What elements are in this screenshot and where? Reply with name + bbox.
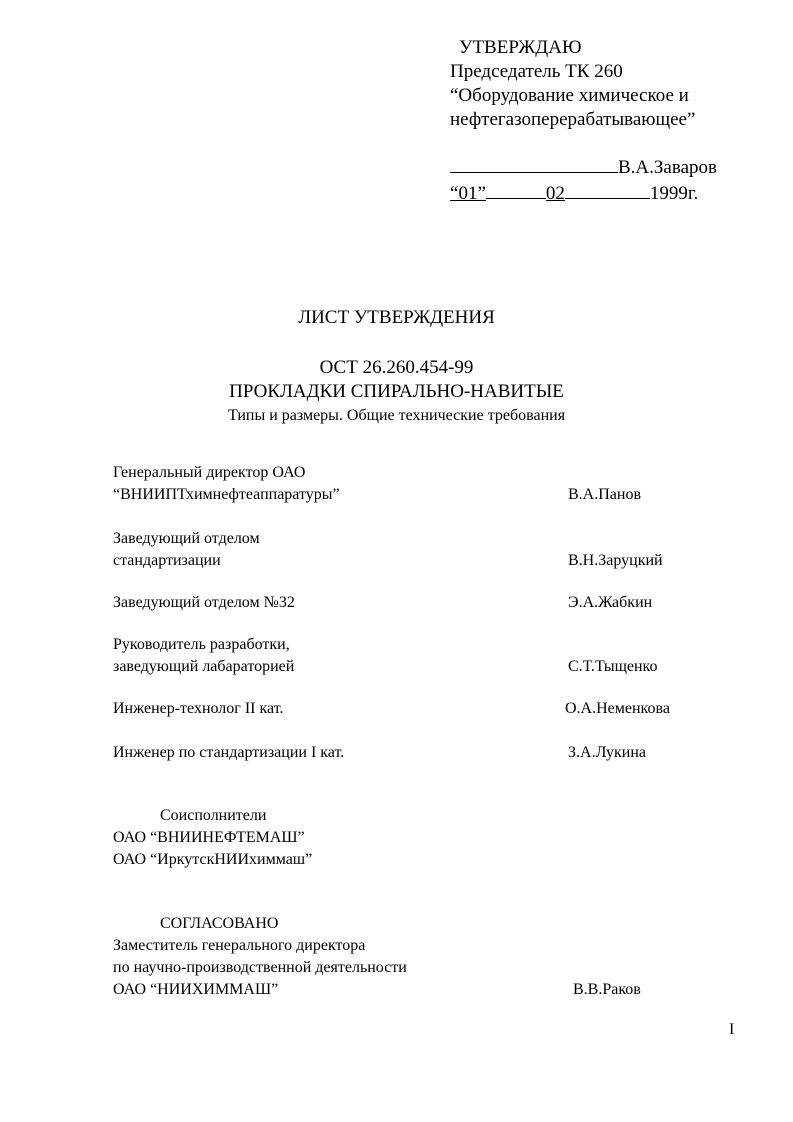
date-day: 01 — [458, 183, 478, 204]
approval-block — [450, 36, 717, 206]
standard-number: ОСТ 26.260.454-99 — [319, 357, 474, 378]
signer-role-line-1: Инженер по стандартизации I кат. — [113, 744, 345, 761]
signer-name: С.Т.Тыщенко — [568, 658, 658, 675]
signer-row — [113, 528, 713, 592]
coexecutors-heading: Соисполнители — [160, 807, 267, 824]
agreed-heading: СОГЛАСОВАНО — [160, 915, 279, 932]
page-number: I — [729, 1021, 735, 1038]
date-open-quote: “ — [450, 183, 459, 204]
date-gap-left — [486, 180, 546, 199]
signer-role-line-1: Заведующий отделом — [113, 530, 260, 547]
signer-role-line-2: заведующий лабараторией — [113, 658, 295, 675]
approval-heading: УТВЕРЖДАЮ — [459, 37, 582, 58]
signer-role-line-1: Заведующий отделом №32 — [113, 594, 295, 611]
signer-row — [113, 742, 713, 764]
date-month: 02 — [545, 183, 565, 204]
approval-date — [450, 180, 717, 206]
signer-name: В.Н.Заруцкий — [568, 552, 663, 569]
signer-role-line-1: Генеральный директор ОАО — [113, 464, 306, 481]
approval-line-1: Председатель ТК 260 — [450, 61, 623, 82]
agreed-line-2: по научно-производственной деятельности — [113, 959, 407, 976]
signer-role-line-2: стандартизации — [113, 552, 221, 569]
coexecutor-org-1: ОАО “ВНИИНЕФТЕМАШ” — [113, 829, 305, 846]
product-subtitle: Типы и размеры. Общие технические требования — [227, 407, 566, 424]
date-gap-right — [565, 180, 650, 199]
coexecutors-block — [113, 805, 312, 871]
signer-role-line-2: “ВНИИПТхимнефтеаппаратуры” — [113, 486, 340, 503]
approval-signer: В.А.Заваров — [618, 157, 717, 178]
signer-row — [113, 634, 713, 698]
date-year: 1999г. — [649, 183, 699, 204]
approval-line-3: нефтегазоперерабатывающее” — [450, 109, 696, 130]
signer-role-line-1: Инженер-технолог II кат. — [113, 700, 284, 717]
signer-name: В.А.Панов — [568, 486, 641, 503]
signer-row — [113, 698, 713, 742]
signature-underline — [450, 154, 618, 173]
sheet-title: ЛИСТ УТВЕРЖДЕНИЯ — [298, 307, 495, 328]
approval-signature-line — [450, 154, 717, 180]
signer-name: З.А.Лукина — [568, 744, 647, 761]
product-title: ПРОКЛАДКИ СПИРАЛЬНО-НАВИТЫЕ — [229, 381, 564, 402]
agreed-block — [113, 913, 673, 1001]
agreed-line-3-row — [113, 979, 673, 1001]
signer-row — [113, 592, 713, 634]
agreed-name: В.В.Раков — [573, 981, 641, 998]
date-close-quote: ” — [477, 183, 486, 204]
signer-role-line-1: Руководитель разработки, — [113, 636, 290, 653]
approval-line-2: “Оборудование химическое и — [450, 85, 689, 106]
signer-name: Э.А.Жабкин — [568, 594, 653, 611]
agreed-line-3: ОАО “НИИХИММАШ” — [113, 981, 279, 998]
coexecutor-org-2: ОАО “ИркутскНИИхиммаш” — [113, 851, 313, 868]
signers-list — [113, 462, 713, 764]
spacer — [450, 132, 717, 154]
agreed-line-1: Заместитель генерального директора — [113, 937, 366, 954]
signer-row — [113, 462, 713, 528]
signer-name: О.А.Неменкова — [565, 700, 670, 717]
